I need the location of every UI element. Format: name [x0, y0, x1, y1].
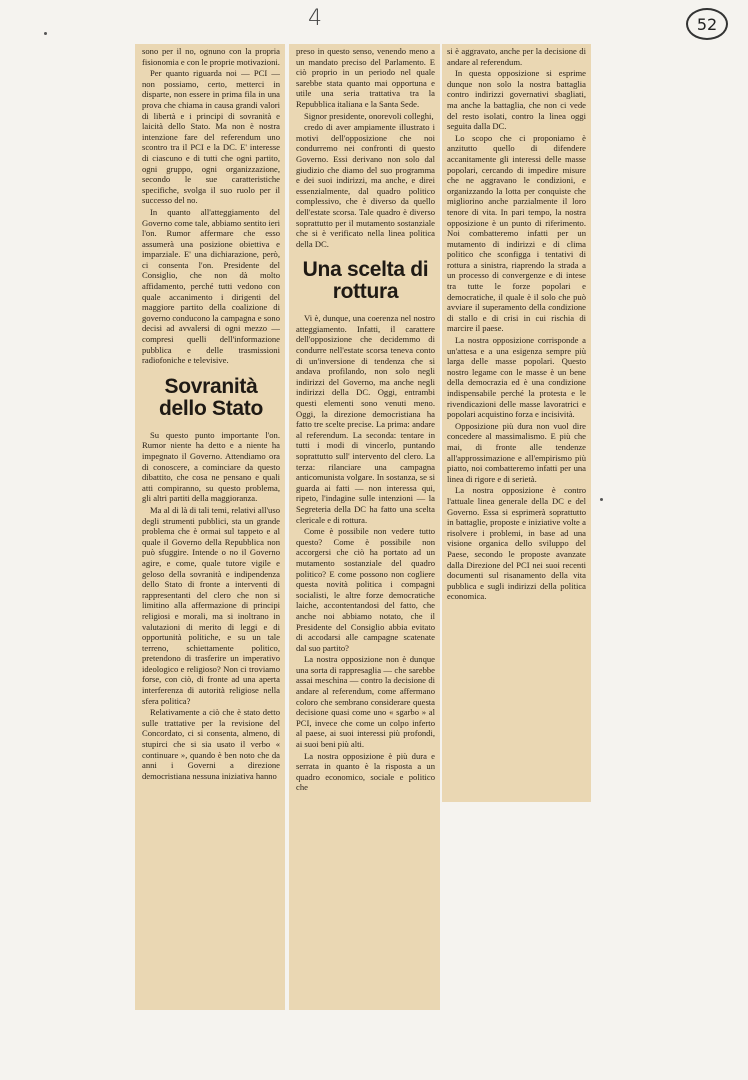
paragraph: In questa opposizione si esprime dunque non solo la nostra battaglia contro indirizzi governativi sbagliati, ma anche la battaglia, che non ci vede del resto isolati, contro la linea oggi seguita dalla DC.: [447, 68, 586, 132]
page-number: 4: [308, 6, 322, 31]
speck-mark: [44, 32, 47, 35]
paragraph: La nostra opposizione non è dunque una sorta di rappresaglia — che sarebbe assai meschina — contro la decisione di andare al referendum, come affermano coloro che sembrano considerare questa decisione quasi come uno « sgarbo » al PCI, invece che come un colpo inferto al paese, ai suoi interessi più profondi, ai suoi beni più alti.: [296, 654, 435, 750]
paragraph: preso in questo senso, venendo meno a un mandato preciso del Parlamento. E ciò proprio in un periodo nel quale sarebbe stata quanto mai opportuna e utile una seria trattativa tra la Repubblica italiana e la Santa Sede.: [296, 46, 435, 109]
paragraph: In quanto all'atteggiamento del Governo come tale, abbiamo sentito ieri l'on. Rumor affermare che esso assumerà una posizione obiettiva e imparziale. E' una dichiarazione, però, ci consenta l'on. Presidente del Consiglio, che non dà molto affidamento, perché tutti vedono con quale accanimento i dirigenti del maggiore partito della coalizione di governo conducono la campagna e sono decisi ad avvalersi di ogni mezzo — compresi quelli dell'informazione pubblica e delle trasmissioni radiofoniche e televisive.: [142, 206, 280, 366]
paragraph: Come è possibile non vedere tutto questo? Come è possibile non accorgersi che ciò ha portato ad un mutamento sostanziale del quadro politico? E come possono non cogliere questa novità politica i compagni socialisti, le altre forze democratiche laiche, accontentandosi del fatto, che anche noi abbiamo notato, che il Presidente del Consiglio abbia evitato di accodarsi alle campagne scatenate dal suo partito?: [296, 526, 435, 653]
article-column-1: [142, 46, 280, 1006]
paragraph: credo di aver ampiamente illustrato i motivi dell'opposizione che noi condurremo nei confronti di questo Governo. Essi derivano non solo dal giudizio che diamo del suo programma e dei suoi indirizzi, ma anche, e direi essenzialmente, dal quadro politico complessivo, che è diverso da quello dell'estate scorsa. Tale quadro è diverso soprattutto per il mutamento sostanziale che si è verificato nella linea politica della DC.: [296, 122, 435, 249]
archive-number: 52: [696, 14, 718, 34]
article-column-2: [296, 46, 435, 1006]
paragraph: La nostra opposizione è contro l'attuale linea generale della DC e del Governo. Essa si esprimerà soprattutto in battaglie, proposte e iniziative volte a risolvere i problemi, in base ad una visione organica dello sviluppo del Paese, secondo le proposte avanzate dalla Direzione del PCI nei suoi recenti documenti sul risanamento della vita pubblica e sugli indirizzi della politica economica.: [447, 485, 586, 602]
paragraph: Vi è, dunque, una coerenza nel nostro atteggiamento. Infatti, il carattere dell'opposizione che decidemmo di condurre nell'estate scorsa teneva conto di un'inversione di tendenza che si andava profilando, non solo negli indirizzi del Governo, ma anche negli indirizzi della DC. Oggi, entrambi questi elementi sono venuti meno. Oggi, la direzione democristiana ha fatto tre scelte precise. La prima: andare al referendum. La seconda: tentare in tutti i modi di vincerlo, puntando soprattutto sull' intervento del clero. La terza: rilanciare una campagna anticomunista volgare. In sostanza, se si guarda ai fatti — non interessa qui, ripeto, l'indagine sulle intenzioni — la Segreteria della DC ha fatto una scelta clericale e di rottura.: [296, 313, 435, 525]
paragraph: Relativamente a ciò che è stato detto sulle trattative per la revisione del Concordato, ci si consenta, almeno, di stupirci che si sia usato il verbo « continuare », quando è ben noto che da anni i Governi a direzione democristiana nessuna iniziativa hanno: [142, 707, 280, 781]
paragraph: Lo scopo che ci proponiamo è anzitutto quello di difendere accanitamente gli interessi delle masse popolari, cercando di impedire misure che ne aggravano le condizioni, e organizzando la lotta per conquiste che migliorino anche parzialmente il loro tenore di vita. In pari tempo, la nostra opposizione è un punto di riferimento. Noi combatteremo infatti per un mutamento di indirizzi e di clima politico che sconfigga i tentativi di rottura a sinistra, riaprendo la strada a un processo di convergenze e di intese tra tutte le forze popolari e democratiche, il quale è il solo che può avviare il superamento della condizione di stallo e di crisi in cui rischia di marcire il paese.: [447, 132, 586, 334]
paragraph: Signor presidente, onorevoli colleghi,: [304, 110, 434, 121]
paragraph: Ma al di là di tali temi, relativi all'uso degli strumenti pubblici, sta un grande problema che è ormai sul tappeto e al quale il Governo della Repubblica non può sfuggire. Intende o no il Governo agire, e come, quale tutore vigile e geloso della sovranità e indipendenza dello Stato di fronte a interventi di rappresentanti del clero che non si limitino alla affermazione di principi religiosi e morali, ma si inoltrano in valutazioni di merito di leggi e di opportunità politiche, e su un tale terreno, schiettamente politico, pretendono di trasferire un imperativo ideologico e religioso? Non ci troviamo forse, con ciò, di fronte ad una aperta interferenza di autorità religiose nella sfera politica?: [142, 504, 280, 706]
paragraph: Opposizione più dura non vuol dire concedere al massimalismo. E più che mai, di fronte alle tendenze all'approssimazione e all'empirismo più piatto, noi combatteremo infatti per una linea di rigore e di serietà.: [447, 420, 586, 484]
subheading-sovranita: Sovranità dello Stato: [158, 374, 264, 420]
paragraph: si è aggravato, anche per la decisione di andare al referendum.: [447, 46, 586, 67]
article-column-3: [447, 46, 586, 798]
speck-mark: [600, 498, 603, 501]
paragraph: La nostra opposizione è più dura e serrata in quanto è la risposta a un quadro economico, sociale e politico che: [296, 750, 435, 793]
paragraph: Su questo punto importante l'on. Rumor niente ha detto e a niente ha impegnato il Governo. Attendiamo ora di conoscere, a cominciare da questo dibattito, che cosa ne pensano e quali atti compiranno, su questo problema, gli altri partiti della maggioranza.: [142, 429, 280, 504]
paragraph: Per quanto riguarda noi — PCI — non possiamo, certo, metterci in disparte, non essere in prima fila in una prova che chiama in causa grandi valori di libertà e i principi di sovranità e laicità dello Stato. Ma non è nostra intenzione fare del referendum uno scontro tra il PCI e la DC. E' interesse di ciascuno e di tutti che ogni partito, ogni gruppo, ogni organizzazione, secondo le sue caratteristiche specifiche, svolga il suo ruolo per il successo del no.: [142, 68, 280, 206]
subheading-scelta-rottura: Una scelta di rottura: [302, 258, 429, 304]
paragraph: sono per il no, ognuno con la propria fisionomia e con le proprie motivazioni.: [142, 46, 280, 67]
paragraph: La nostra opposizione corrisponde a un'attesa e a una esigenza sempre più larga delle masse popolari. Questo nostro legame con le masse è un bene della democrazia ed è una condizione indispensabile perché la protesta e le rivendicazioni delle masse lavoratrici e popolari acquistino forza e incisività.: [447, 335, 586, 420]
archive-number-circle: [686, 8, 728, 40]
